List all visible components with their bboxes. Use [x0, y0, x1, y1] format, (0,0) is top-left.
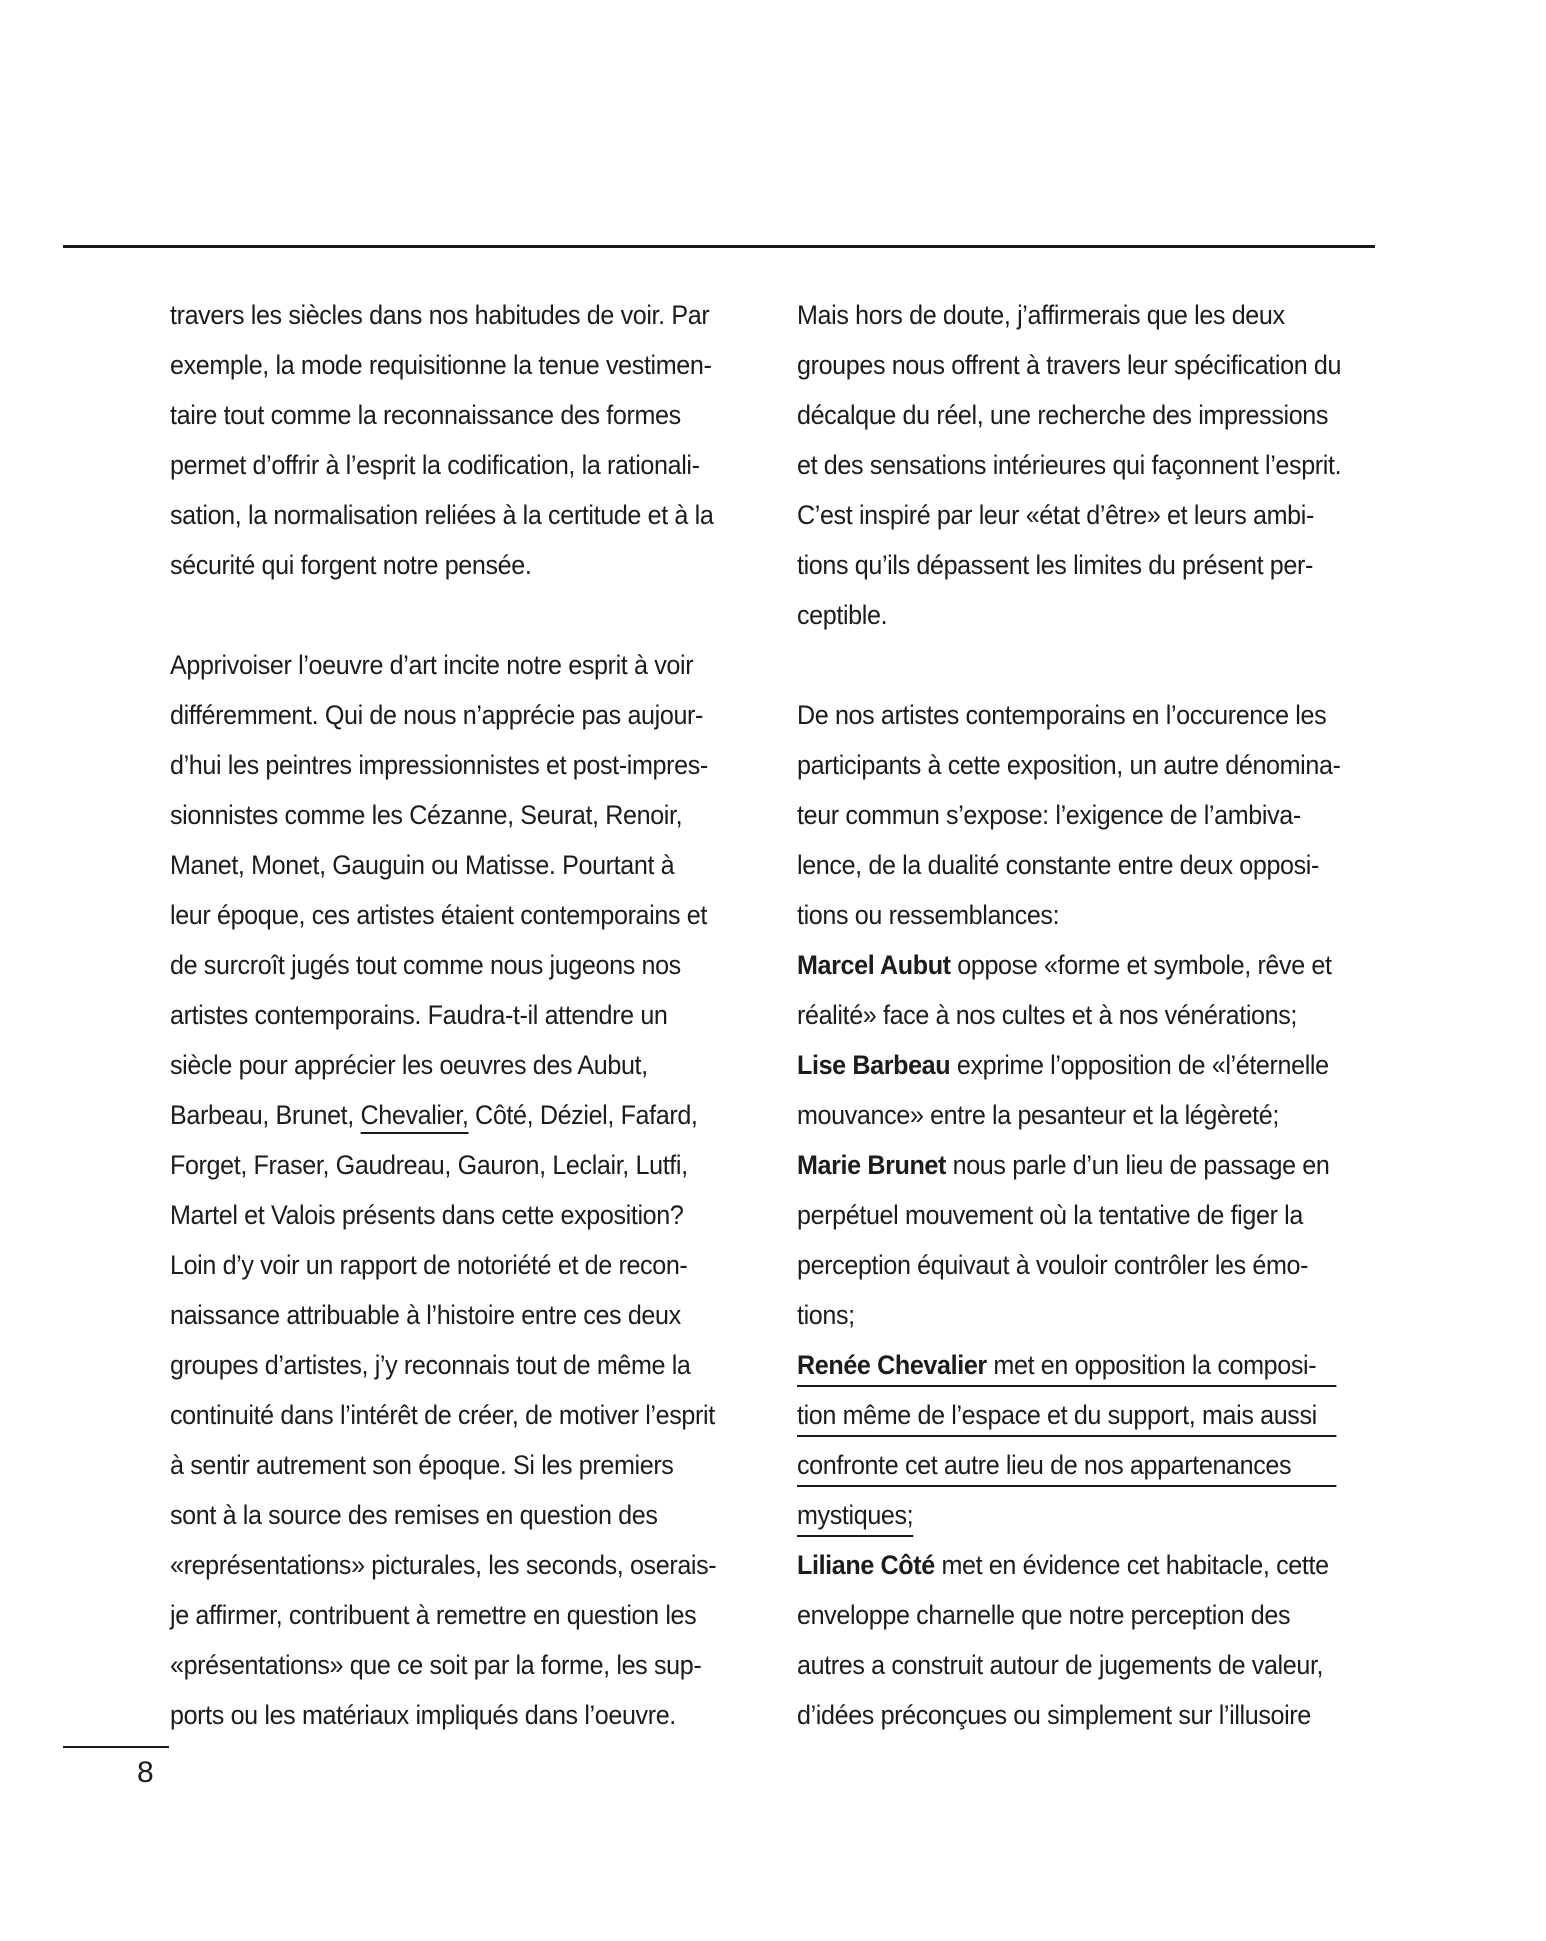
- text-line: mouvance» entre la pesanteur et la légèreté;: [797, 1100, 1279, 1130]
- text-fragment: oppose «forme et symbole, rêve et: [950, 950, 1332, 980]
- text-line: [170, 1090, 739, 1140]
- text-line: tions;: [797, 1300, 855, 1330]
- left-column: [170, 290, 739, 1740]
- text-line: leur époque, ces artistes étaient contemporains et: [170, 900, 707, 930]
- text-line: Mais hors de doute, j’affirmerais que les deux: [797, 300, 1285, 330]
- text-fragment: Barbeau, Brunet,: [170, 1100, 361, 1130]
- underlined-name-chevalier: Chevalier,: [361, 1100, 469, 1134]
- text-line: siècle pour apprécier les oeuvres des Aubut,: [170, 1050, 648, 1080]
- text-line: différemment. Qui de nous n’apprécie pas aujour-: [170, 700, 704, 730]
- text-line: «représentations» picturales, les seconds, oserais-: [170, 1550, 717, 1580]
- artist-entry-chevalier: [797, 1340, 1374, 1390]
- text-line: à sentir autrement son époque. Si les premiers: [170, 1450, 674, 1480]
- footer-rule: [63, 1746, 169, 1748]
- text-line: ceptible.: [797, 600, 888, 630]
- text-line: travers les siècles dans nos habitudes de voir. Par: [170, 300, 710, 330]
- text-line: participants à cette exposition, un autre dénomina-: [797, 750, 1341, 780]
- text-line: Manet, Monet, Gauguin ou Matisse. Pourtant à: [170, 850, 675, 880]
- artist-name: Lise Barbeau: [797, 1050, 951, 1080]
- text-line: [797, 1440, 1374, 1490]
- text-fragment: Côté, Déziel, Fafard,: [468, 1100, 698, 1130]
- text-line: sécurité qui forgent notre pensée.: [170, 550, 532, 580]
- text-fragment: nous parle d’un lieu de passage en: [946, 1150, 1330, 1180]
- text-fragment: exprime l’opposition de «l’éternelle: [950, 1050, 1329, 1080]
- text-line: artistes contemporains. Faudra-t-il attendre un: [170, 1000, 668, 1030]
- text-line: de surcroît jugés tout comme nous jugeons nos: [170, 950, 681, 980]
- text-line: sation, la normalisation reliées à la certitude et à la: [170, 500, 714, 530]
- text-line: perception équivaut à vouloir contrôler les émo-: [797, 1250, 1309, 1280]
- text-line: Forget, Fraser, Gaudreau, Gauron, Leclair, Lutfi,: [170, 1150, 688, 1180]
- paragraph-gap: [797, 640, 1374, 690]
- paragraph-gap: [170, 590, 739, 640]
- text-line: ports ou les matériaux impliqués dans l’oeuvre.: [170, 1700, 676, 1730]
- text-line: autres a construit autour de jugements de valeur,: [797, 1650, 1324, 1680]
- text-line: «présentations» que ce soit par la forme, les sup-: [170, 1650, 702, 1680]
- page-number: 8: [137, 1756, 154, 1789]
- text-line: [797, 1390, 1374, 1440]
- text-line: permet d’offrir à l’esprit la codification, la rationali-: [170, 450, 700, 480]
- artist-entry-aubut: [797, 940, 1374, 990]
- underlined-line: confronte cet autre lieu de nos appartenances: [797, 1445, 1336, 1487]
- text-line: teur commun s’expose: l’exigence de l’ambiva-: [797, 800, 1301, 830]
- text-line: naissance attribuable à l’histoire entre ces deux: [170, 1300, 681, 1330]
- text-line: tions ou ressemblances:: [797, 900, 1060, 930]
- text-line: taire tout comme la reconnaissance des formes: [170, 400, 681, 430]
- artist-entry-barbeau: [797, 1040, 1374, 1090]
- text-line: continuité dans l’intérêt de créer, de motiver l’esprit: [170, 1400, 715, 1430]
- text-fragment: met en opposition la composi-: [986, 1350, 1317, 1380]
- right-column: [797, 290, 1374, 1740]
- artist-name: Liliane Côté: [797, 1550, 935, 1580]
- text-line: sionnistes comme les Cézanne, Seurat, Renoir,: [170, 800, 683, 830]
- text-line: groupes d’artistes, j’y reconnais tout de même la: [170, 1350, 691, 1380]
- text-line: décalque du réel, une recherche des impressions: [797, 400, 1329, 430]
- artist-entry-brunet: [797, 1140, 1374, 1190]
- text-line: enveloppe charnelle que notre perception des: [797, 1600, 1291, 1630]
- text-line: Apprivoiser l’oeuvre d’art incite notre esprit à voir: [170, 650, 694, 680]
- text-line: Martel et Valois présents dans cette exposition?: [170, 1200, 684, 1230]
- underlined-line: mystiques;: [797, 1495, 913, 1537]
- text-line: réalité» face à nos cultes et à nos vénérations;: [797, 1000, 1298, 1030]
- artist-name: Marcel Aubut: [797, 950, 951, 980]
- artist-name: Renée Chevalier: [797, 1350, 987, 1380]
- text-line: perpétuel mouvement où la tentative de figer la: [797, 1200, 1303, 1230]
- text-line: je affirmer, contribuent à remettre en question les: [170, 1600, 697, 1630]
- text-line: Loin d’y voir un rapport de notoriété et de recon-: [170, 1250, 688, 1280]
- text-line: [797, 1490, 1374, 1540]
- artist-name: Marie Brunet: [797, 1150, 947, 1180]
- text-line: et des sensations intérieures qui façonnent l’esprit.: [797, 450, 1342, 480]
- text-line: tions qu’ils dépassent les limites du présent per-: [797, 550, 1313, 580]
- text-fragment: met en évidence cet habitacle, cette: [934, 1550, 1329, 1580]
- underlined-line: tion même de l’espace et du support, mais aussi: [797, 1395, 1336, 1437]
- text-line: d’idées préconçues ou simplement sur l’illusoire: [797, 1700, 1311, 1730]
- text-line: C’est inspiré par leur «état d’être» et leurs ambi-: [797, 500, 1314, 530]
- text-line: De nos artistes contemporains en l’occurence les: [797, 700, 1327, 730]
- underlined-line: [797, 1345, 1336, 1387]
- artist-entry-cote: [797, 1540, 1374, 1590]
- text-line: lence, de la dualité constante entre deux opposi-: [797, 850, 1320, 880]
- text-line: d’hui les peintres impressionnistes et post-impres-: [170, 750, 708, 780]
- text-line: exemple, la mode requisitionne la tenue vestimen-: [170, 350, 712, 380]
- top-rule: [63, 245, 1375, 248]
- text-line: groupes nous offrent à travers leur spécification du: [797, 350, 1342, 380]
- text-line: sont à la source des remises en question des: [170, 1500, 658, 1530]
